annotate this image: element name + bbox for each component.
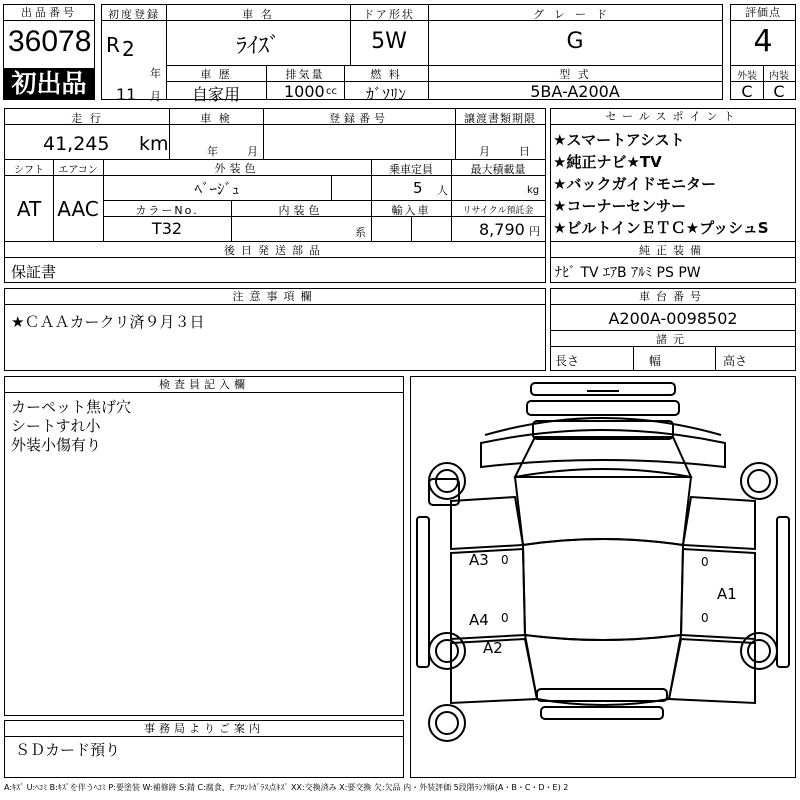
inspector-box: [4, 376, 404, 716]
era: R: [106, 33, 120, 57]
model-code: 5BA-A200A: [530, 82, 620, 101]
history-label: 車 歴: [200, 68, 232, 81]
width-label: 幅: [649, 354, 662, 368]
recycle-unit: 円: [529, 225, 540, 238]
lot-number-box: [3, 4, 95, 100]
specs-table: [4, 108, 546, 283]
office-value: ＳＤカード預り: [15, 741, 121, 759]
recycle-amount: 8,790: [479, 220, 525, 239]
sales-item: ★バックガイドモニター: [553, 175, 716, 193]
sales-item: ★純正ナビ★TV: [553, 153, 662, 171]
chassis-label: 車台番号: [551, 289, 795, 305]
first-listing-badge: 初出品: [4, 68, 94, 100]
grade: G: [566, 29, 584, 54]
sales-item: ★スマートアシスト: [553, 131, 685, 149]
length-label: 長さ: [555, 354, 580, 368]
sales-item: ★ビルトインＥＴＣ★プッシュS: [553, 219, 769, 237]
notes-box: [4, 288, 546, 371]
zero-mark: 0: [501, 611, 509, 625]
reg-date-label: 初度登録: [108, 8, 160, 21]
equipment-label: 純正装備: [639, 244, 707, 257]
score-label: 評価点: [731, 5, 795, 21]
lot-number-label: 出品番号: [4, 5, 94, 21]
color-label: 外装色: [214, 162, 260, 175]
color-no-label: カラーNo.: [135, 204, 199, 217]
interior-grade: C: [773, 82, 785, 101]
capacity: 5: [413, 179, 423, 197]
ac: AAC: [57, 197, 99, 221]
inspection-label: 車 検: [200, 112, 232, 125]
sales-points-box: [550, 108, 796, 283]
exterior-label: 外装: [737, 71, 757, 82]
transfer-label: 譲渡書類期限: [464, 112, 536, 125]
interior-color-unit: 系: [355, 226, 366, 239]
zero-mark: 0: [701, 555, 709, 569]
displacement-unit: cc: [326, 86, 337, 97]
damage-mark: A4: [469, 611, 489, 629]
exterior-grade: C: [741, 82, 753, 101]
office-box: [4, 720, 404, 778]
mileage-unit: km: [139, 133, 169, 155]
score: 4: [753, 24, 773, 59]
shift: AT: [16, 197, 42, 221]
history: 自家用: [191, 85, 240, 104]
month-unit: 月: [150, 90, 161, 103]
notes-label: 注意事項欄: [5, 289, 545, 305]
interior-label: 内装: [769, 71, 789, 82]
transfer-day-unit: 日: [519, 145, 530, 158]
zero-mark: 0: [701, 611, 709, 625]
parts-value: 保証書: [11, 263, 57, 281]
footer-legend: A:ｷｽﾞ U:ﾍｺﾐ B:ｷｽﾞを伴うﾍｺﾐ P:要塗装 W:補修跡 S:錆 C:腐食、F:ﾌﾛﾝﾄｶﾞﾗｽ点ｷｽﾞ XX:交換済み X:要交換 欠:欠品 内・外装評価 5段階ﾗﾝｸ順(A・B・C・D・E) 2: [4, 783, 569, 792]
door-type: 5W: [371, 29, 407, 54]
displacement: 1000: [284, 82, 325, 101]
color: ﾍﾞｰｼﾞｭ: [194, 180, 240, 198]
car-name-label: 車 名: [242, 8, 274, 21]
office-label: 事務局よりご案内: [5, 721, 403, 737]
color-no: T32: [151, 219, 183, 238]
damage-mark: A3: [469, 551, 489, 569]
ac-label: エアコン: [58, 165, 98, 176]
lot-number: 36078: [8, 25, 92, 58]
reg-month: 11: [116, 85, 137, 104]
inspector-label: 検査員記入欄: [5, 377, 403, 393]
damage-mark: A2: [483, 639, 503, 657]
capacity-label: 乗車定員: [389, 163, 433, 176]
inspection-month-unit: 月: [247, 145, 258, 158]
sales-points-label: セールスポイント: [551, 109, 795, 125]
displacement-label: 排気量: [285, 68, 325, 81]
header-table: [101, 4, 723, 104]
plate-label: 登録番号: [329, 112, 389, 125]
reg-year: 2: [122, 37, 135, 61]
shift-label: シフト: [14, 165, 44, 176]
score-box: [730, 4, 796, 100]
chassis-box: [550, 288, 796, 371]
grade-label: グレード: [533, 8, 617, 21]
mileage-label: 走 行: [71, 112, 103, 125]
transfer-month-unit: 月: [479, 145, 490, 158]
inspection-year-unit: 年: [207, 145, 218, 158]
model-label: 型 式: [559, 68, 591, 81]
notes-value: ★ＣＡＡカークリ済９月３日: [11, 313, 205, 331]
load-unit: kg: [527, 185, 540, 196]
door-label: ドア形状: [363, 8, 415, 21]
import-label: 輸入車: [391, 204, 431, 217]
fuel-label: 燃 料: [370, 68, 402, 81]
capacity-unit: 人: [437, 184, 448, 197]
inspector-note: カーペット焦げ穴: [11, 398, 132, 416]
chassis-number: A200A-0098502: [608, 309, 738, 328]
year-unit: 年: [150, 67, 161, 80]
mileage: 41,245: [43, 133, 110, 155]
dims-label: 諸元: [656, 333, 690, 346]
height-label: 高さ: [723, 354, 748, 368]
damage-diagram: [410, 376, 796, 778]
sales-item: ★コーナーセンサー: [553, 197, 687, 215]
interior-color-label: 内装色: [278, 204, 324, 217]
inspector-note: シートすれ小: [11, 417, 101, 435]
car-diagram-icon: [411, 377, 795, 777]
zero-mark: 0: [501, 553, 509, 567]
inspector-note: 外装小傷有り: [11, 436, 102, 454]
load-label: 最大積載量: [470, 163, 526, 176]
parts-label: 後日発送部品: [224, 244, 326, 257]
fuel: ｶﾞｿﾘﾝ: [365, 85, 406, 104]
recycle-label: リサイクル預託金: [462, 206, 534, 216]
car-name: ﾗｲｽﾞ: [235, 34, 280, 59]
damage-mark: A1: [717, 585, 737, 603]
equipment-value: ﾅﾋﾞ TV ｴｱB ｱﾙﾐ PS PW: [555, 265, 701, 281]
